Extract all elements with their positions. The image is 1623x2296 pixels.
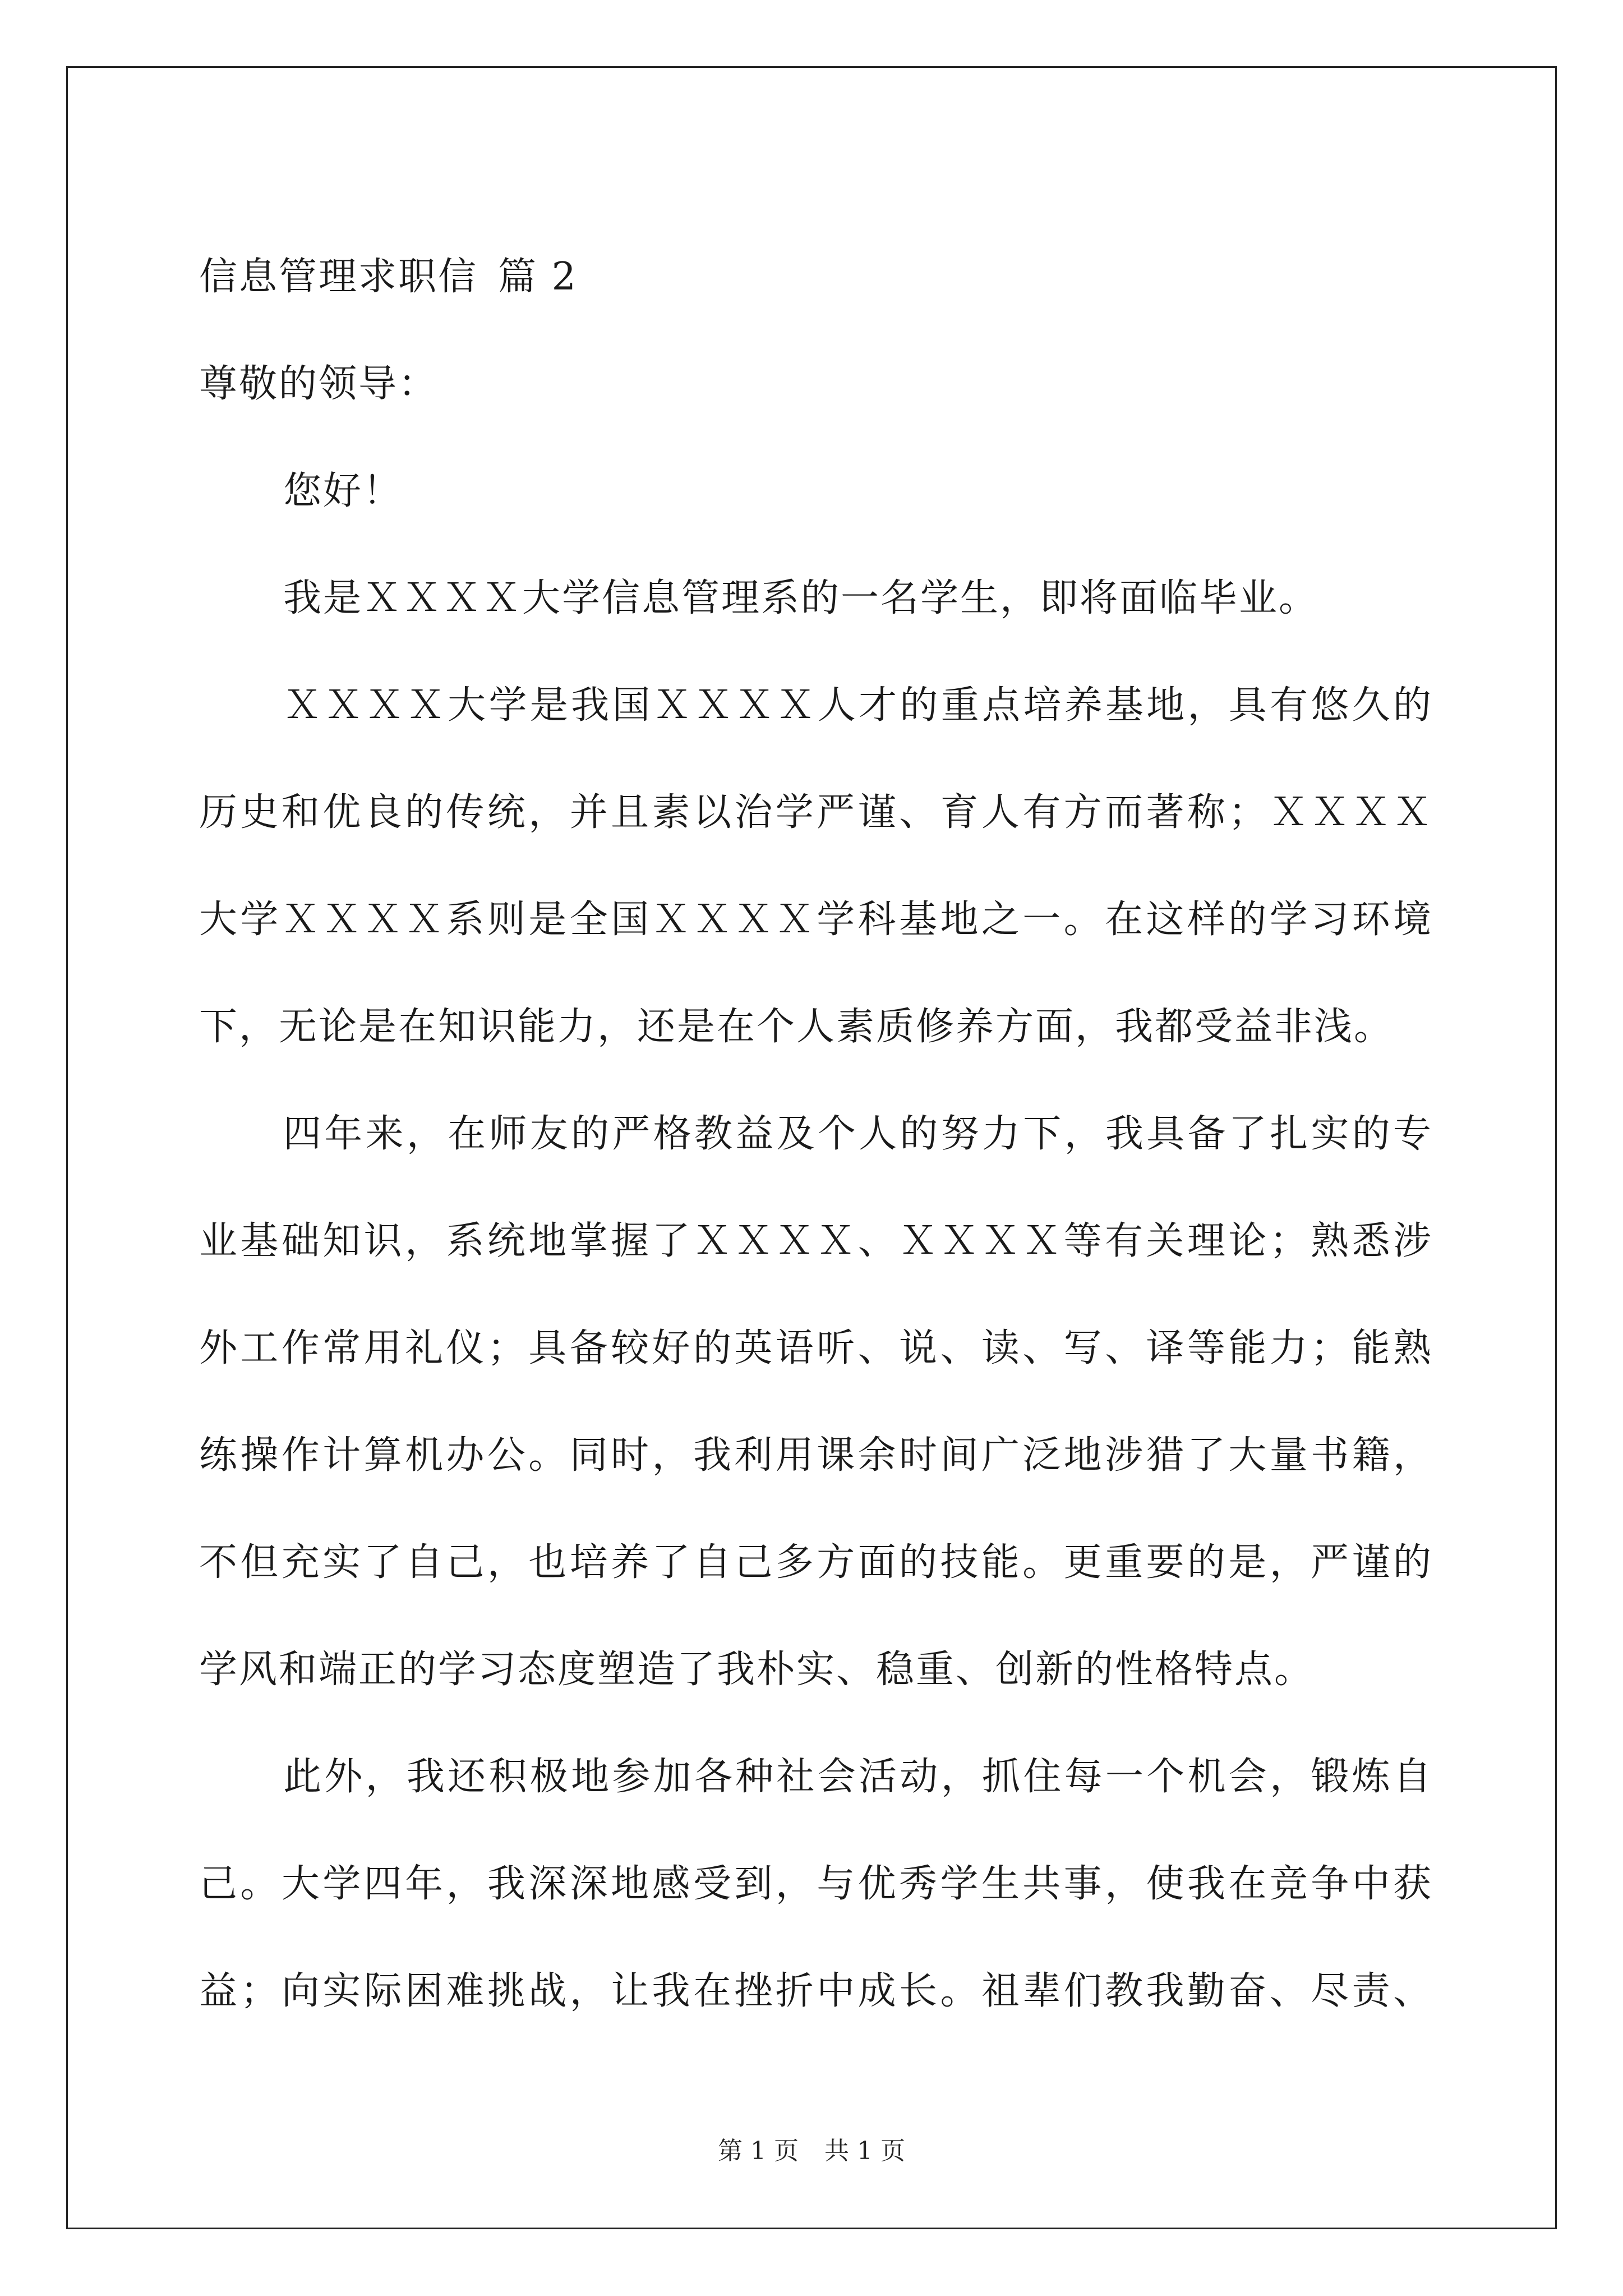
paragraph-3-line-5: 不但充实了自己，也培养了自己多方面的技能。更重要的是，严谨的 (199, 1540, 1433, 1585)
paragraph-4-line-1: 此外，我还积极地参加各种社会活动，抓住每一个机会，锻炼自 (283, 1755, 1433, 1799)
paragraph-3-line-6: 学风和端正的学习态度塑造了我朴实、稳重、创新的性格特点。 (199, 1648, 1315, 1692)
page-number: 第 1 页 (718, 2137, 799, 2165)
paragraph-3-line-2: 业基础知识，系统地掌握了ＸＸＸＸ、ＸＸＸＸ等有关理论；熟悉涉 (199, 1219, 1433, 1263)
paragraph-2-line-2: 历史和优良的传统，并且素以治学严谨、育人有方而著称；ＸＸＸＸ (199, 790, 1433, 835)
paragraph-2-line-3: 大学ＸＸＸＸ系则是全国ＸＸＸＸ学科基地之一。在这样的学习环境 (199, 898, 1433, 942)
paragraph-3-line-1: 四年来，在师友的严格教益及个人的努力下，我具备了扎实的专 (283, 1112, 1433, 1156)
paragraph-1-line-1: 我是ＸＸＸＸ大学信息管理系的一名学生，即将面临毕业。 (283, 576, 1319, 620)
chapter-label: 篇 2 (498, 255, 578, 299)
title-text: 信息管理求职信 (199, 255, 478, 299)
page-total: 共 1 页 (824, 2137, 905, 2165)
paragraph-3-line-3: 外工作常用礼仪；具备较好的英语听、说、读、写、译等能力；能熟 (199, 1326, 1433, 1370)
paragraph-2-line-4: 下，无论是在知识能力，还是在个人素质修养方面，我都受益非浅。 (199, 1005, 1394, 1049)
greeting: 您好！ (283, 469, 403, 513)
paragraph-4-line-3: 益；向实际困难挑战，让我在挫折中成长。祖辈们教我勤奋、尽责、 (199, 1969, 1433, 2013)
salutation: 尊敬的领导： (199, 362, 439, 406)
document-title (199, 223, 1433, 330)
paragraph-2-line-1: ＸＸＸＸ大学是我国ＸＸＸＸ人才的重点培养基地，具有悠久的 (283, 683, 1433, 728)
page-footer (0, 2131, 1623, 2166)
document-body (199, 223, 1433, 2045)
paragraph-3-line-4: 练操作计算机办公。同时，我利用课余时间广泛地涉猎了大量书籍， (199, 1433, 1433, 1478)
paragraph-4-line-2: 己。大学四年，我深深地感受到，与优秀学生共事，使我在竞争中获 (199, 1862, 1433, 1906)
